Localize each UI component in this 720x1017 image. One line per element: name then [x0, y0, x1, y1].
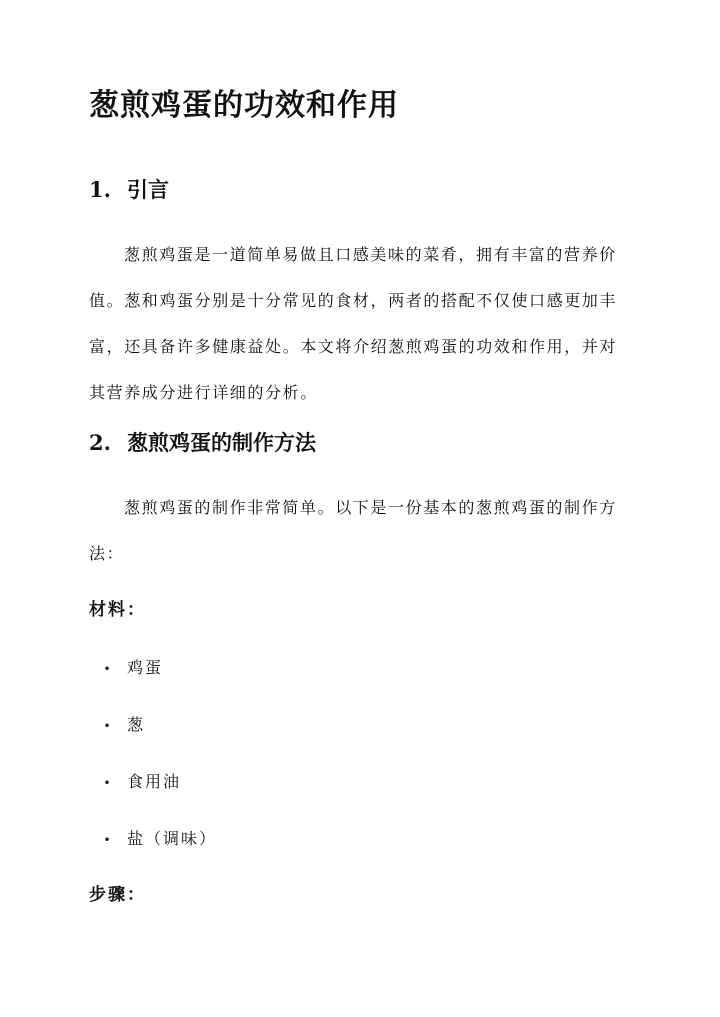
ingredient-text: 葱 — [127, 715, 146, 734]
bullet-icon: • — [103, 661, 113, 676]
section-heading-intro — [89, 175, 169, 205]
method-paragraph: 葱煎鸡蛋的制作非常简单。以下是一份基本的葱煎鸡蛋的制作方法： — [89, 498, 617, 563]
steps-label: 步骤： — [89, 885, 146, 905]
list-item — [89, 759, 217, 816]
section-number: 1. — [89, 177, 111, 202]
list-item — [89, 645, 217, 702]
ingredient-text: 盐（调味） — [127, 829, 218, 848]
ingredient-text: 鸡蛋 — [127, 658, 164, 677]
intro-paragraph: 葱煎鸡蛋是一道简单易做且口感美味的菜肴，拥有丰富的营养价值。葱和鸡蛋分别是十分常见的食材，两者的搭配不仅使口感更加丰富，还具备许多健康益处。本文将介绍葱煎鸡蛋的功效和作用，并对其营养成分进行详细的分析。 — [89, 245, 618, 402]
document-title: 葱煎鸡蛋的功效和作用 — [89, 88, 399, 123]
list-item — [89, 816, 217, 873]
ingredients-list — [89, 645, 217, 873]
bullet-icon: • — [103, 718, 113, 733]
section-number: 2. — [89, 430, 111, 455]
list-item — [89, 702, 217, 759]
section-heading-method — [89, 428, 316, 458]
bullet-icon: • — [103, 832, 113, 847]
section-title: 葱煎鸡蛋的制作方法 — [127, 430, 316, 455]
ingredients-label: 材料： — [89, 600, 146, 620]
bullet-icon: • — [103, 775, 113, 790]
ingredient-text: 食用油 — [127, 772, 182, 791]
section-title: 引言 — [127, 177, 169, 202]
